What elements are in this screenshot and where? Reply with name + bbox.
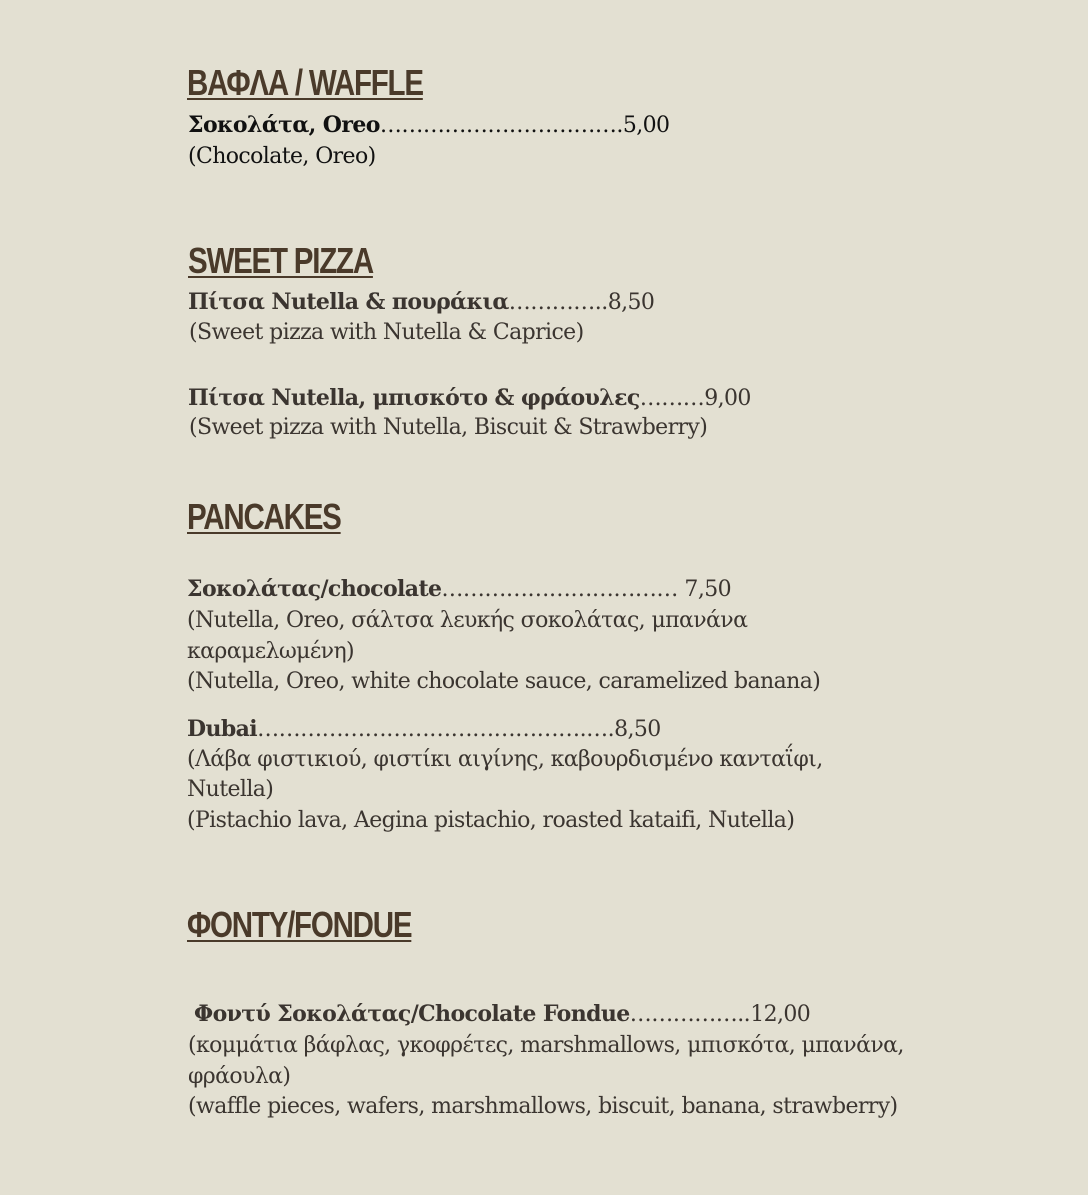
item-price: 12,00 bbox=[750, 1002, 811, 1027]
section-heading-fondue: ΦΟΝΤΥ/FONDUE bbox=[187, 904, 412, 945]
menu-item-pancake-chocolate bbox=[187, 574, 731, 605]
item-dot-leader: ……………………………. bbox=[379, 113, 623, 138]
item-price: 9,00 bbox=[704, 386, 751, 411]
item-description-line: καραμελωμένη) bbox=[187, 639, 355, 664]
item-description-line: (Pistachio lava, Aegina pistachio, roasted kataifi, Nutella) bbox=[187, 808, 795, 833]
item-description-line: Nutella) bbox=[187, 777, 274, 802]
item-description-line: (Nutella, Oreo, white chocolate sauce, caramelized banana) bbox=[187, 669, 821, 694]
item-name: Φοντύ Σοκολάτας/Chocolate Fondue bbox=[194, 1001, 630, 1027]
item-name: Πίτσα Nutella & πουράκια bbox=[188, 289, 509, 315]
item-name: Πίτσα Nutella, μπισκότο & φράουλες bbox=[188, 385, 640, 411]
item-dot-leader: ………….. bbox=[508, 290, 608, 315]
menu-item-chocolate-oreo-waffle bbox=[188, 110, 669, 141]
item-dot-leader: …………….. bbox=[629, 1002, 751, 1027]
section-heading-pancakes: PANCAKES bbox=[187, 496, 341, 537]
item-name: Dubai bbox=[187, 716, 258, 742]
menu-item-pizza-nutella-biscuit-strawberry bbox=[188, 383, 751, 414]
item-description-line: (κομμάτια βάφλας, γκοφρέτες, marshmallows, μπισκότα, μπανάνα, bbox=[188, 1033, 904, 1058]
item-description-line: φράουλα) bbox=[188, 1064, 291, 1089]
menu-item-chocolate-fondue bbox=[194, 999, 810, 1030]
item-price: 5,00 bbox=[622, 113, 670, 138]
item-name: Σοκολάτας/chocolate bbox=[187, 576, 442, 602]
item-dot-leader: ……… bbox=[639, 386, 705, 411]
item-name: Σοκολάτα, Oreo bbox=[188, 112, 380, 138]
item-price: 8,50 bbox=[614, 717, 661, 742]
item-dot-leader: ……………………………………….…. bbox=[257, 717, 615, 742]
item-price: 7,50 bbox=[684, 577, 732, 602]
item-description-line: (waffle pieces, wafers, marshmallows, biscuit, banana, strawberry) bbox=[188, 1094, 898, 1119]
menu-item-pizza-nutella-caprice bbox=[188, 287, 654, 318]
section-heading-waffle: ΒΑΦΛΑ / WAFFLE bbox=[187, 62, 423, 103]
item-description-line: (Λάβα φιστικιού, φιστίκι αιγίνης, καβουρδισμένο κανταΐφι, bbox=[187, 747, 823, 772]
item-dot-leader: …………………………… bbox=[441, 577, 685, 602]
item-description: (Sweet pizza with Nutella & Caprice) bbox=[189, 320, 584, 345]
item-description-line: (Nutella, Oreo, σάλτσα λευκής σοκολάτας, μπανάνα bbox=[187, 608, 748, 633]
menu-item-pancake-dubai bbox=[187, 714, 661, 745]
item-price: 8,50 bbox=[607, 290, 655, 315]
item-description: (Chocolate, Oreo) bbox=[188, 144, 376, 169]
section-heading-sweet-pizza: SWEET PIZZA bbox=[188, 240, 373, 281]
item-description: (Sweet pizza with Nutella, Biscuit & Strawberry) bbox=[189, 415, 708, 440]
